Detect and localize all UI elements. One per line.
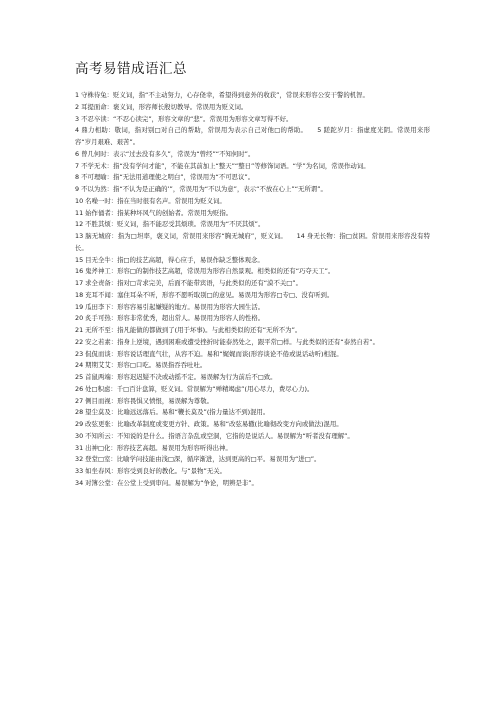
list-item: 27 侧目而视：形容畏惧又愤恨，易误解为尊敬。 <box>75 396 213 405</box>
list-item: 22 安之若素：指身上逆境，遇到困难或遭受挫折时能泰然处之，跟平常□样。与此类似的还有“泰然自若”。 <box>75 337 380 346</box>
list-item: 3 不忍卒读：“不忍心读完”，形容文章的“悲”。常误用为形容文章写得不好。 <box>75 114 293 123</box>
list-item: 12 不胜其烦：贬义词，指不能忍受其烦琐。常误用为“不厌其烦”。 <box>75 220 265 229</box>
list-item: 8 不可理喻：指“无法用道理使之明白”，常误用为“不可思议”。 <box>75 173 255 182</box>
list-item: 15 目无全牛：指□的技艺高超，得心应手，易误作缺乏整体观念。 <box>75 255 264 264</box>
list-item: 17 求全责备：指对□苛求完美，后面不能带宾语，与此类似的还有“漠不关□”。 <box>75 279 302 287</box>
list-item: 28 望尘莫及：比喻远远落后。易和“鞭长莫及”(指力量达不到)混用。 <box>75 408 270 417</box>
list-item: 10 名噪一时：指在当时很有名声。常误用为贬义词。 <box>75 196 226 205</box>
list-item: 4 鼎力相助：敬词，指对别□对自己的帮助，常误用为表示自己对他□的帮助。 5 蹉跎岁月：指虚度光阴。常误用来形容“岁月艰难、艰苦”。 <box>75 126 430 146</box>
list-item: 9 不以为然：指“不认为是正确的’”，常误用为“不以为意”，表示“不放在心上”“无所谓”。 <box>75 185 327 193</box>
list-item: 18 充耳不闻：塞住耳朵不听，形容不愿听取别□的意见。易误用为形容□专□、没有听到。 <box>75 290 334 299</box>
list-item: 24 期期艾艾：形容□口吃。易误指吞吞吐吐。 <box>75 361 207 370</box>
list-item: 21 无所不至：指凡能做的都做到了(用于坏事)。与此相类似的还有“无所不为”。 <box>75 326 302 334</box>
list-item: 31 出神□化：形容技艺高超。易误用为形容听得出神。 <box>75 443 232 452</box>
list-item: 7 不学无术：指“没有学问才能”，不能在其前加上“整天”“整日”等修饰词语。“学”为名词，常误作动词。 <box>75 161 370 170</box>
document-title: 高考易错成语汇总 <box>75 61 187 77</box>
list-item: 32 登堂□室：比喻学问技能由浅□深，循序渐进，达到更高的□平。易误用为“进□”。 <box>75 455 321 464</box>
list-item: 1 守株待兔：贬义词，指“不主动努力，心存侥幸，希望得到意外的收获”，常误来形容公安干警的机智。 <box>75 91 369 99</box>
list-item: 26 处□积虑：千□百计盘算，贬义词。常误解为“殚精竭虑”(用心尽力，费尽心力)。 <box>75 384 314 393</box>
list-item: 19 瓜田李下：形容容易引起嫌疑的地方。易误用为形容大园生活。 <box>75 302 265 311</box>
list-item: 13 脑无城府：指为□坦率，褒义词，常误用来形容“胸无城府”，贬义词。 14 身无长物：指□贫困。常误用来形容没有特长。 <box>75 232 430 252</box>
list-item: 20 炙手可热：形容非常优秀，超出常人。易误用为形容人的性格。 <box>75 314 265 323</box>
entry-list <box>75 90 430 490</box>
list-item: 23 侃侃而谈：形容说话理直气壮，从容不迫。易和“娓娓而谈(形容谈论不倦或说话动听)相混。 <box>75 349 343 358</box>
list-item: 33 如坐春风：形容受到良好的教化。与“景物”无关。 <box>75 467 226 475</box>
list-item: 30 不知所云：不知说的是什么。指语言杂乱或空洞，它指的是说话人。易误解为“听者没有理解”。 <box>75 431 354 440</box>
list-item: 2 耳提面命：褒义词，形容师长殷切教导。常误用为贬义词。 <box>75 102 248 111</box>
list-item: 16 鬼斧神工：形容□的制作技艺高超，常误用为形容自然景观。相类似的还有“巧夺天工”。 <box>75 267 335 276</box>
list-item: 34 对簿公堂：在公堂上受到审问。易误解为“争论，明辨是非”。 <box>75 478 258 487</box>
list-item: 11 始作俑者：指某种坏风气的创始者。常误用为贬指。 <box>75 208 233 217</box>
list-item: 6 曾几何时：表示“过去没有多久”，常误为“曾经”“不知何时”。 <box>75 149 255 158</box>
list-item: 25 首鼠两端：形容迟迟疑不决或动摇不定。易误解为行为前后不□致。 <box>75 373 277 381</box>
list-item: 29 改弦更张：比喻改革制度或变更方针、政策。易和“改弦易辙(比喻彻改变方向或做法)混用。 <box>75 420 343 428</box>
